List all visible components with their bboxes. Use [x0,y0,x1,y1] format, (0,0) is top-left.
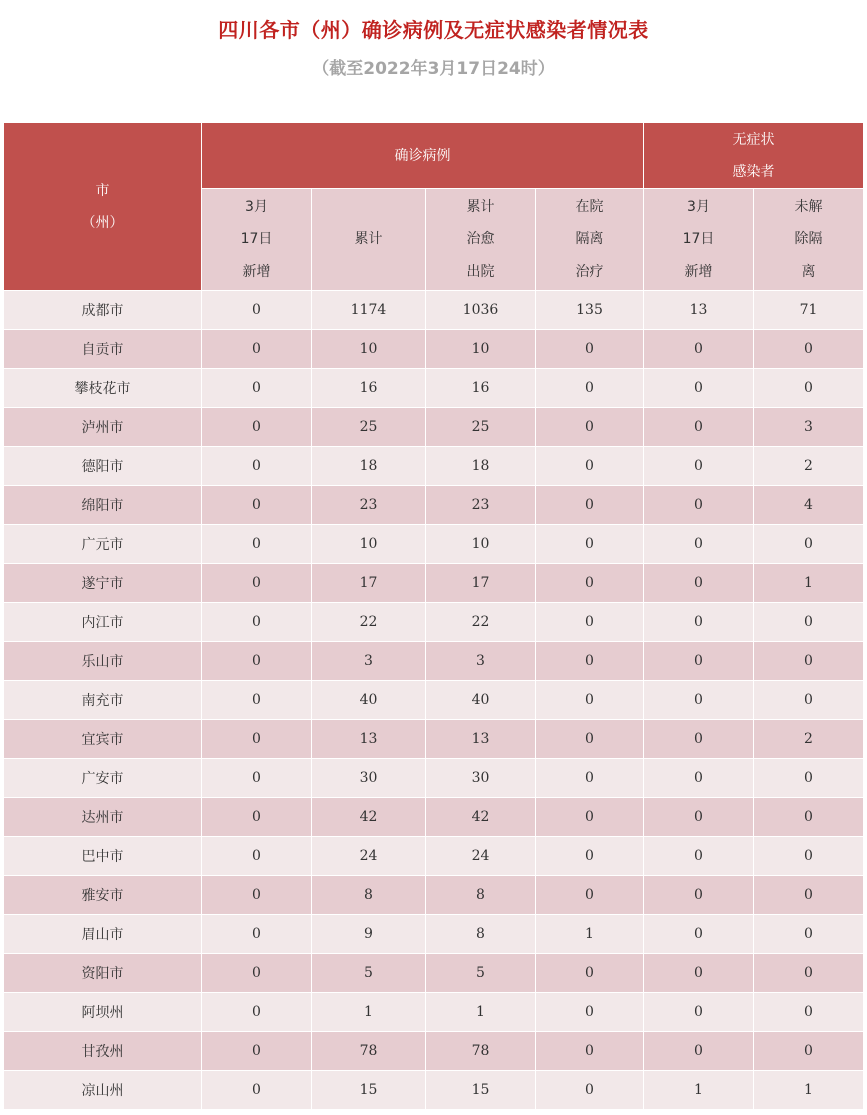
new-asymptomatic-cell: 0 [644,486,754,525]
new-asymptomatic-cell: 0 [644,720,754,759]
column-header-line: 3月 [687,198,710,215]
new-asymptomatic-cell: 0 [644,759,754,798]
under-observation-cell: 0 [754,525,864,564]
column-header-line: 除隔 [794,231,823,248]
column-header-line: 累计 [354,231,383,248]
asymptomatic-group-header [644,123,864,189]
under-observation-cell: 0 [754,954,864,993]
under-observation-cell: 1 [754,1071,864,1110]
under-observation-cell: 0 [754,798,864,837]
hospitalized-header [536,189,644,291]
table-row [4,1071,864,1110]
total-confirmed-cell: 16 [312,369,426,408]
city-name-cell: 资阳市 [4,954,202,993]
city-name-cell: 宜宾市 [4,720,202,759]
cured-discharged-cell: 10 [426,330,536,369]
city-name-cell: 乐山市 [4,642,202,681]
case-table [3,122,864,1110]
city-name-cell: 绵阳市 [4,486,202,525]
city-name-cell: 达州市 [4,798,202,837]
cured-discharged-cell: 24 [426,837,536,876]
hospitalized-cell: 0 [536,642,644,681]
table-row [4,525,864,564]
total-confirmed-cell: 1174 [312,291,426,330]
column-header-line: 隔离 [575,231,604,248]
city-name-cell: 阿坝州 [4,993,202,1032]
total-confirmed-cell: 8 [312,876,426,915]
asymptomatic-header-line: 无症状 [732,131,775,148]
new-asymptomatic-cell: 0 [644,369,754,408]
cured-discharged-cell: 16 [426,369,536,408]
column-header-line: 治疗 [575,263,604,280]
table-row [4,1032,864,1071]
total-confirmed-cell: 40 [312,681,426,720]
table-row [4,447,864,486]
city-name-cell: 甘孜州 [4,1032,202,1071]
total-confirmed-cell: 3 [312,642,426,681]
column-header-line: 新增 [242,263,271,280]
total-confirmed-cell: 23 [312,486,426,525]
under-observation-cell: 2 [754,720,864,759]
under-observation-cell: 4 [754,486,864,525]
city-name-cell: 德阳市 [4,447,202,486]
new-asymptomatic-cell: 0 [644,681,754,720]
under-observation-cell: 0 [754,915,864,954]
cured-discharged-cell: 18 [426,447,536,486]
total-confirmed-cell: 1 [312,993,426,1032]
new-asymptomatic-cell: 1 [644,1071,754,1110]
city-name-cell: 广元市 [4,525,202,564]
table-row [4,486,864,525]
cured-discharged-cell: 8 [426,915,536,954]
cured-discharged-header [426,189,536,291]
total-confirmed-cell: 78 [312,1032,426,1071]
cured-discharged-cell: 10 [426,525,536,564]
under-observation-cell: 1 [754,564,864,603]
new-asymptomatic-cell: 0 [644,447,754,486]
city-name-cell: 自贡市 [4,330,202,369]
table-row [4,993,864,1032]
cured-discharged-cell: 15 [426,1071,536,1110]
asymptomatic-header-line: 感染者 [732,163,775,180]
column-header-line: 累计 [466,198,495,215]
hospitalized-cell: 0 [536,369,644,408]
total-confirmed-cell: 5 [312,954,426,993]
new-asymptomatic-cell: 13 [644,291,754,330]
new-asymptomatic-cell: 0 [644,1032,754,1071]
new-asymptomatic-cell: 0 [644,876,754,915]
city-name-cell: 凉山州 [4,1071,202,1110]
new-confirmed-cell: 0 [202,330,312,369]
total-confirmed-cell: 25 [312,408,426,447]
new-asymptomatic-cell: 0 [644,330,754,369]
column-header-line: 未解 [794,198,823,215]
hospitalized-cell: 0 [536,603,644,642]
new-confirmed-cell: 0 [202,291,312,330]
table-row [4,720,864,759]
new-asymptomatic-cell: 0 [644,525,754,564]
new-confirmed-cell: 0 [202,564,312,603]
new-confirmed-cell: 0 [202,915,312,954]
new-confirmed-cell: 0 [202,759,312,798]
total-confirmed-cell: 18 [312,447,426,486]
table-row [4,681,864,720]
table-row [4,330,864,369]
cured-discharged-cell: 22 [426,603,536,642]
new-asymptomatic-cell: 0 [644,915,754,954]
under-observation-cell: 3 [754,408,864,447]
hospitalized-cell: 0 [536,954,644,993]
column-header-line: 出院 [466,263,495,280]
under-observation-cell: 0 [754,603,864,642]
hospitalized-cell: 0 [536,447,644,486]
hospitalized-cell: 0 [536,525,644,564]
city-name-cell: 广安市 [4,759,202,798]
under-observation-cell: 0 [754,1032,864,1071]
new-asymptomatic-cell: 0 [644,603,754,642]
city-name-cell: 内江市 [4,603,202,642]
city-column-header [4,123,202,291]
total-confirmed-cell: 9 [312,915,426,954]
under-observation-cell: 0 [754,681,864,720]
new-confirmed-cell: 0 [202,993,312,1032]
hospitalized-cell: 0 [536,993,644,1032]
table-row [4,369,864,408]
new-confirmed-cell: 0 [202,876,312,915]
hospitalized-cell: 0 [536,486,644,525]
table-row [4,798,864,837]
new-confirmed-cell: 0 [202,837,312,876]
cured-discharged-cell: 5 [426,954,536,993]
table-row [4,837,864,876]
under-observation-header [754,189,864,291]
column-header-line: 离 [801,263,816,280]
hospitalized-cell: 0 [536,681,644,720]
table-row [4,564,864,603]
table-row [4,759,864,798]
hospitalized-cell: 0 [536,759,644,798]
table-row [4,915,864,954]
new-asymptomatic-cell: 0 [644,993,754,1032]
cured-discharged-cell: 23 [426,486,536,525]
column-header-line: 新增 [684,263,713,280]
hospitalized-cell: 0 [536,1071,644,1110]
new-asymptomatic-cell: 0 [644,837,754,876]
new-asymptomatic-cell: 0 [644,642,754,681]
new-asymptomatic-cell: 0 [644,798,754,837]
under-observation-cell: 2 [754,447,864,486]
table-row [4,603,864,642]
under-observation-cell: 71 [754,291,864,330]
total-confirmed-cell: 15 [312,1071,426,1110]
cured-discharged-cell: 78 [426,1032,536,1071]
page-title: 四川各市（州）确诊病例及无症状感染者情况表 [218,18,649,42]
new-confirmed-cell: 0 [202,486,312,525]
new-confirmed-header [202,189,312,291]
page-subtitle: （截至2022年3月17日24时） [312,59,555,79]
column-header-line: 在院 [575,198,604,215]
new-confirmed-cell: 0 [202,642,312,681]
hospitalized-cell: 0 [536,408,644,447]
hospitalized-cell: 0 [536,798,644,837]
new-confirmed-cell: 0 [202,408,312,447]
hospitalized-cell: 0 [536,330,644,369]
hospitalized-cell: 0 [536,837,644,876]
new-confirmed-cell: 0 [202,954,312,993]
new-confirmed-cell: 0 [202,681,312,720]
new-confirmed-cell: 0 [202,1071,312,1110]
under-observation-cell: 0 [754,369,864,408]
hospitalized-cell: 0 [536,1032,644,1071]
cured-discharged-cell: 13 [426,720,536,759]
table-row [4,408,864,447]
total-confirmed-cell: 30 [312,759,426,798]
new-confirmed-cell: 0 [202,369,312,408]
hospitalized-cell: 0 [536,720,644,759]
hospitalized-cell: 0 [536,876,644,915]
total-confirmed-cell: 42 [312,798,426,837]
new-confirmed-cell: 0 [202,447,312,486]
under-observation-cell: 0 [754,642,864,681]
cured-discharged-cell: 1 [426,993,536,1032]
hospitalized-cell: 0 [536,564,644,603]
hospitalized-cell: 1 [536,915,644,954]
cured-discharged-cell: 25 [426,408,536,447]
new-asymptomatic-cell: 0 [644,954,754,993]
new-confirmed-cell: 0 [202,720,312,759]
total-confirmed-cell: 10 [312,525,426,564]
cured-discharged-cell: 1036 [426,291,536,330]
city-name-cell: 遂宁市 [4,564,202,603]
table-row [4,876,864,915]
city-name-cell: 成都市 [4,291,202,330]
cured-discharged-cell: 8 [426,876,536,915]
city-name-cell: 泸州市 [4,408,202,447]
cured-discharged-cell: 3 [426,642,536,681]
total-confirmed-cell: 17 [312,564,426,603]
column-header-line: 17日 [240,231,273,248]
total-confirmed-cell: 22 [312,603,426,642]
under-observation-cell: 0 [754,759,864,798]
cured-discharged-cell: 40 [426,681,536,720]
table-row [4,291,864,330]
new-asymptomatic-cell: 0 [644,564,754,603]
under-observation-cell: 0 [754,837,864,876]
under-observation-cell: 0 [754,993,864,1032]
city-name-cell: 眉山市 [4,915,202,954]
total-confirmed-header [312,189,426,291]
under-observation-cell: 0 [754,876,864,915]
new-asymptomatic-cell: 0 [644,408,754,447]
cured-discharged-cell: 30 [426,759,536,798]
city-name-cell: 巴中市 [4,837,202,876]
cured-discharged-cell: 17 [426,564,536,603]
total-confirmed-cell: 24 [312,837,426,876]
new-confirmed-cell: 0 [202,798,312,837]
city-name-cell: 南充市 [4,681,202,720]
table-row [4,954,864,993]
under-observation-cell: 0 [754,330,864,369]
city-header-line: 市 [95,182,110,199]
city-name-cell: 攀枝花市 [4,369,202,408]
column-header-line: 3月 [245,198,268,215]
column-header-line: 17日 [682,231,715,248]
column-header-line: 治愈 [466,231,495,248]
hospitalized-cell: 135 [536,291,644,330]
city-header-line: （州） [81,214,124,231]
table-row [4,642,864,681]
city-name-cell: 雅安市 [4,876,202,915]
cured-discharged-cell: 42 [426,798,536,837]
total-confirmed-cell: 10 [312,330,426,369]
new-confirmed-cell: 0 [202,1032,312,1071]
confirmed-group-header: 确诊病例 [202,123,644,189]
new-confirmed-cell: 0 [202,525,312,564]
new-asymptomatic-header [644,189,754,291]
total-confirmed-cell: 13 [312,720,426,759]
new-confirmed-cell: 0 [202,603,312,642]
